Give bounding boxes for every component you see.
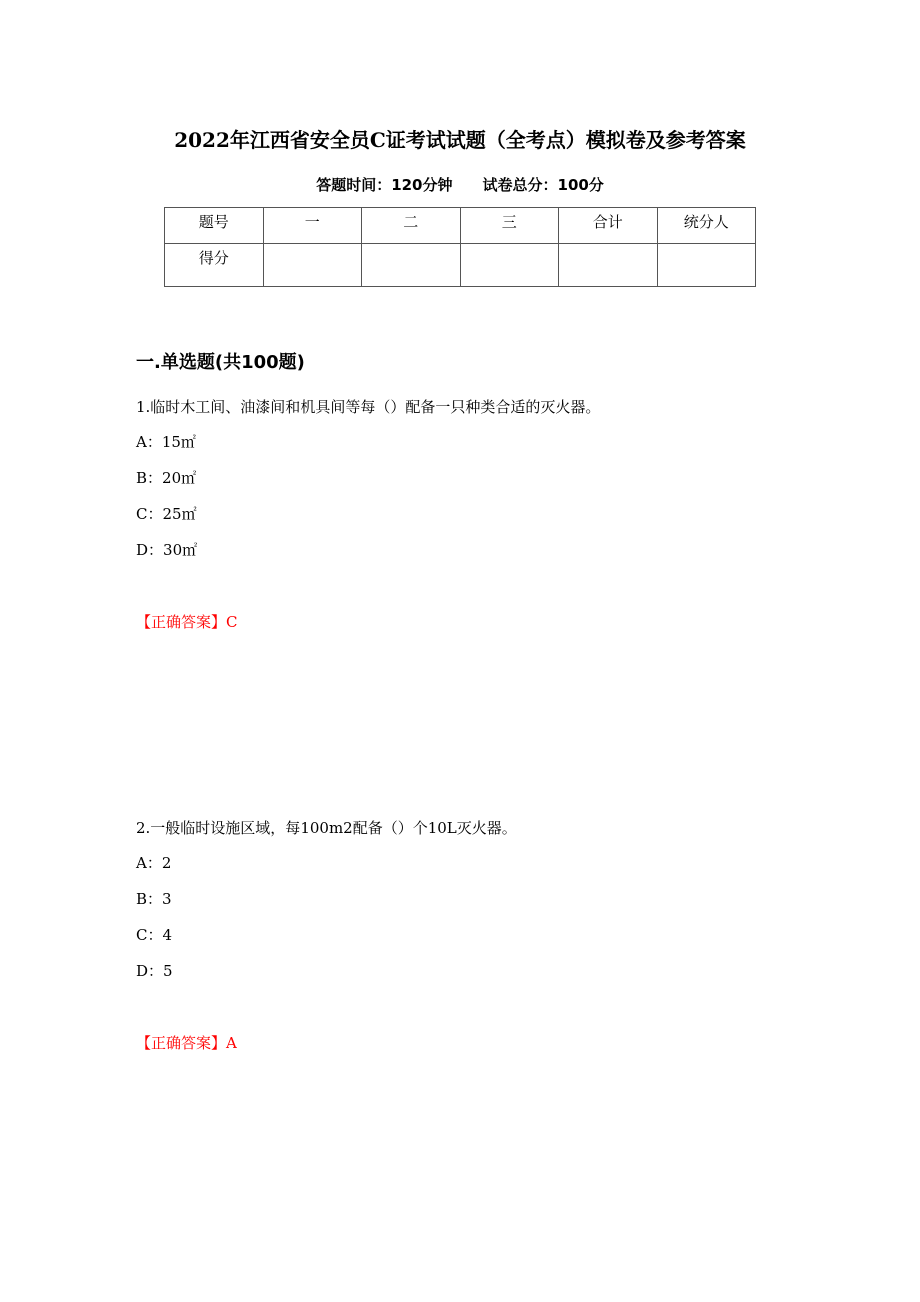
- score-table-cell: 题号: [165, 208, 264, 244]
- exam-time: 答题时间：120分钟: [316, 176, 453, 194]
- question-option: D：30㎡: [136, 541, 198, 559]
- score-table-cell: 二: [362, 208, 461, 244]
- exam-total-score: 试卷总分：100分: [482, 176, 604, 194]
- score-table-header-row: [165, 208, 756, 244]
- correct-answer: 【正确答案】A: [136, 1034, 237, 1052]
- score-table-cell: [362, 244, 461, 287]
- question-option: C：25㎡: [136, 505, 197, 523]
- question-option: D：5: [136, 962, 173, 980]
- exam-info: [0, 174, 920, 195]
- score-table-cell: [657, 244, 756, 287]
- question-option: A：2: [136, 854, 172, 872]
- score-table-cell: 得分: [165, 244, 264, 287]
- document-title: 2022年江西省安全员C证考试试题（全考点）模拟卷及参考答案: [174, 128, 746, 152]
- score-table-cell: 一: [263, 208, 362, 244]
- score-table-cell: 统分人: [657, 208, 756, 244]
- score-table-score-row: [165, 244, 756, 287]
- correct-answer: 【正确答案】C: [136, 613, 238, 631]
- score-table-cell: 合计: [559, 208, 658, 244]
- score-table: [164, 207, 756, 287]
- score-table-cell: [460, 244, 559, 287]
- question-option: A：15㎡: [136, 433, 196, 451]
- score-table-cell: [263, 244, 362, 287]
- question-text: 1.临时木工间、油漆间和机具间等每（）配备一只种类合适的灭火器。: [136, 398, 601, 416]
- section-title: 一.单选题(共100题): [136, 352, 305, 373]
- question-option: C：4: [136, 926, 173, 944]
- question-text: 2.一般临时设施区域，每100m2配备（）个10L灭火器。: [136, 819, 517, 837]
- question-option: B：20㎡: [136, 469, 197, 487]
- question-option: B：3: [136, 890, 172, 908]
- score-table-cell: [559, 244, 658, 287]
- score-table-cell: 三: [460, 208, 559, 244]
